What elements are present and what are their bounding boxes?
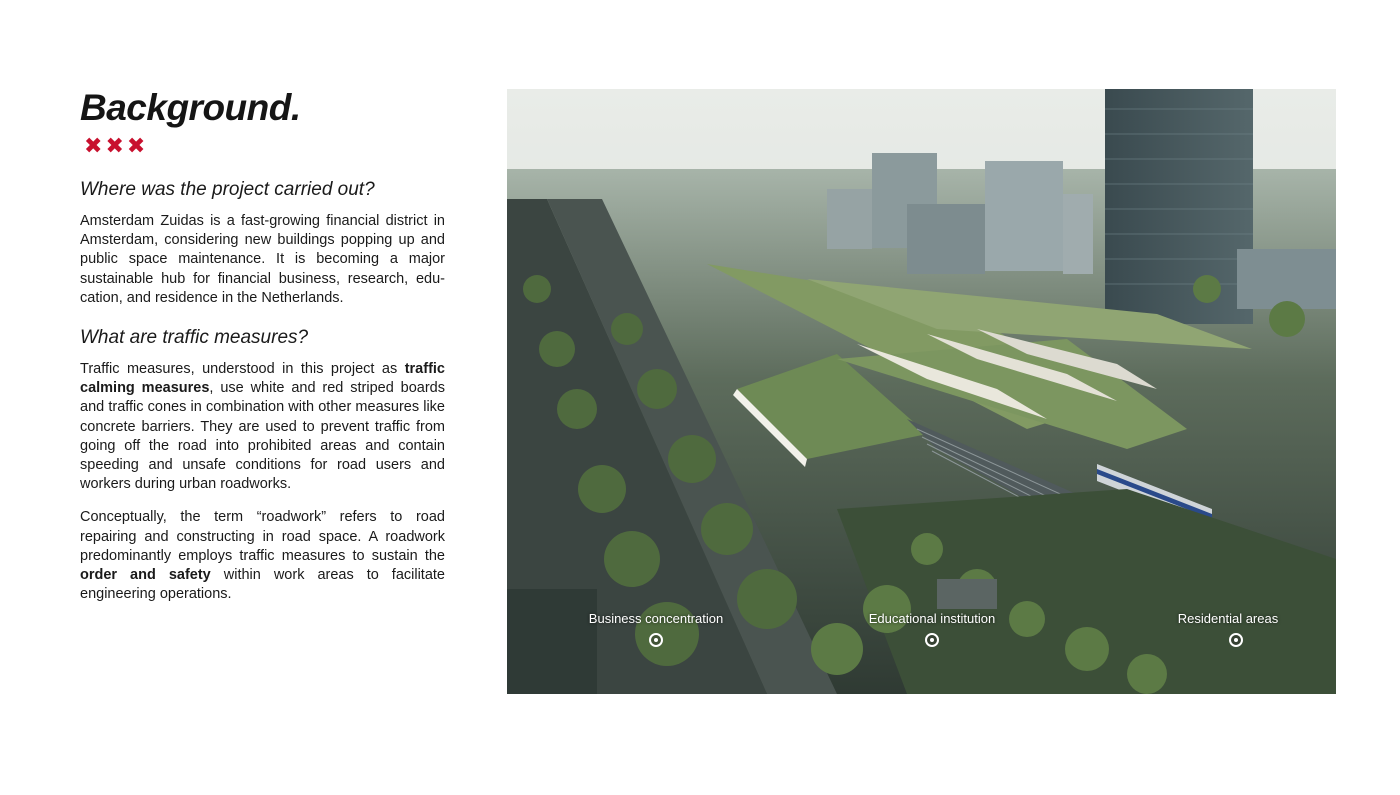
hotspot-educational-institution[interactable] <box>925 633 939 647</box>
label-residential-areas: Residential areas <box>1177 611 1279 626</box>
section-heading-location: Where was the project carried out? <box>80 179 375 200</box>
paragraph-location: Amsterdam Zuidas is a fast-growing financial district in Amsterdam, considering new buildings popping up and public space maintenance. It is becoming a major sustainable hub for financial business, research, education, and residence in the Netherlands. <box>80 213 445 306</box>
hotspot-business-concentration[interactable] <box>649 633 663 647</box>
cross-icon: ✖ <box>84 133 103 158</box>
cross-icon: ✖ <box>105 133 124 158</box>
page-title: Background. <box>80 87 301 128</box>
paragraph-roadwork: Conceptually, the term “roadwork” refers to road repairing and constructing in road space. A roadwork predominantly employs traffic measures to sustain the order and safety within work areas to facilitate engineering operations. <box>80 509 445 603</box>
aerial-illustration <box>507 89 1336 694</box>
hotspot-residential-areas[interactable] <box>1229 633 1243 647</box>
label-educational-institution: Educational institution <box>868 611 996 626</box>
section-heading-traffic-measures: What are traffic measures? <box>80 327 309 349</box>
cross-icon: ✖ <box>126 133 146 158</box>
text-column <box>80 86 445 618</box>
paragraph-traffic-measures: Traffic measures, understood in this project as traffic calming measures, use white and red striped boards and traffic cones in combination with other measures like concrete barriers. They are used to prevent traffic from going off the road into prohibited areas and contain speeding and unsafe conditions for road users and workers during urban roadworks. <box>80 361 445 493</box>
amsterdam-crosses <box>84 134 445 158</box>
bold-traffic-calming: traffic calming measures <box>80 361 445 397</box>
bold-order-safety: order and safety <box>80 567 211 584</box>
label-business-concentration: Business concentration <box>588 611 724 626</box>
zuidas-aerial-rendering <box>507 89 1336 694</box>
